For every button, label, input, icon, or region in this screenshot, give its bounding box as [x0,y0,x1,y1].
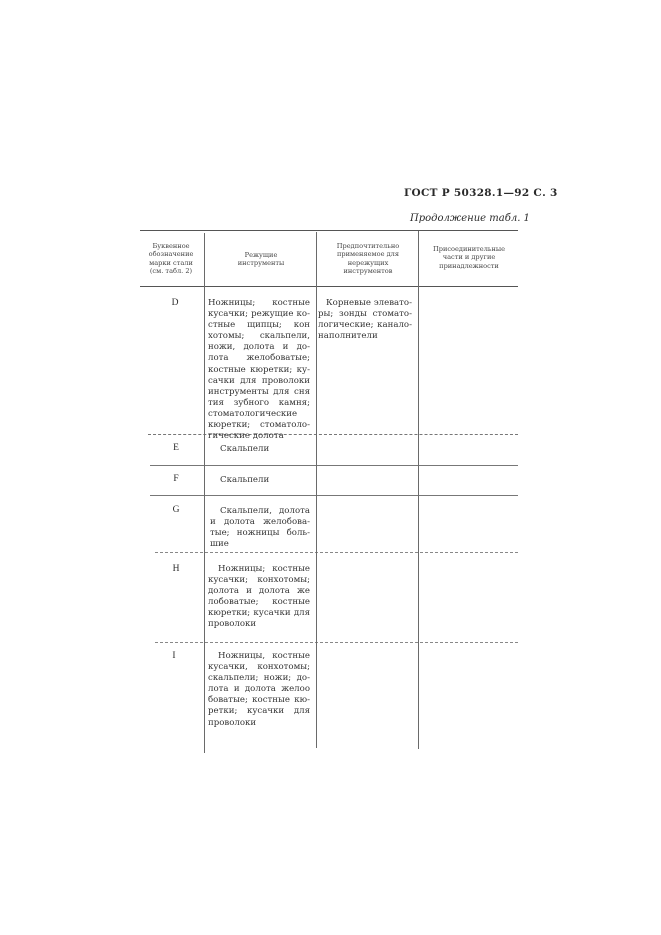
column-header-cutting: Режущие инструменты [237,251,285,268]
steel-mark: E [173,443,179,453]
row-rule [150,495,518,496]
table-header-rule [140,286,518,287]
row-rule [155,552,518,553]
row-rule [155,642,518,643]
cutting-instruments-cell: Ножницы; костные кусачки; режущие ко- стные щипцы; кон хотомы; скальпели, ножи, долота и до- лота желобоватые; костные кюретки; ку- сачки для проволоки инструменты для сня тия зубного камня; стоматологические кюретки; стоматоло- гические долота [208,298,310,442]
document-id: ГОСТ Р 50328.1—92 С. 3 [404,187,558,199]
table-top-rule [140,230,518,231]
steel-mark: H [172,564,180,574]
cutting-instruments-cell: Скальпели, долота и долота желобова- тые; ножницы боль- шие [210,506,310,550]
steel-mark: G [172,505,180,515]
row-rule [150,465,518,466]
steel-mark: F [173,474,179,484]
cutting-instruments-cell: Скальпели [220,444,270,454]
cutting-instruments-cell: Скальпели [220,475,270,485]
cutting-instruments-cell: Ножницы; костные кусачки; конхотомы; долота и долота же лобоватые; костные кюретки; кусачки для проволоки [208,564,310,630]
steel-mark: I [172,651,176,661]
column-header-mark: Буквенное обозначение марки стали (см. табл. 2) [148,242,194,275]
column-header-accessories: Присоединительные части и другие принадлежности [432,245,506,270]
column-divider [418,231,419,749]
column-header-noncutting: Предпочтительно применяемое для нережущих инструментов [336,242,400,275]
column-divider [204,233,205,753]
cutting-instruments-cell: Ножницы, костные кусачки, конхотомы; скальпели; ножи; до- лота и долота желоо боватые; костные кю- ретки; кусачки для проволоки [208,651,310,728]
noncutting-instruments-cell: Корневые элевато- ры; зонды стомато- логические; канало- наполнители [318,298,412,342]
column-divider [316,232,317,748]
table-continuation-label: Продолжение табл. 1 [410,213,530,224]
steel-mark: D [171,298,179,308]
